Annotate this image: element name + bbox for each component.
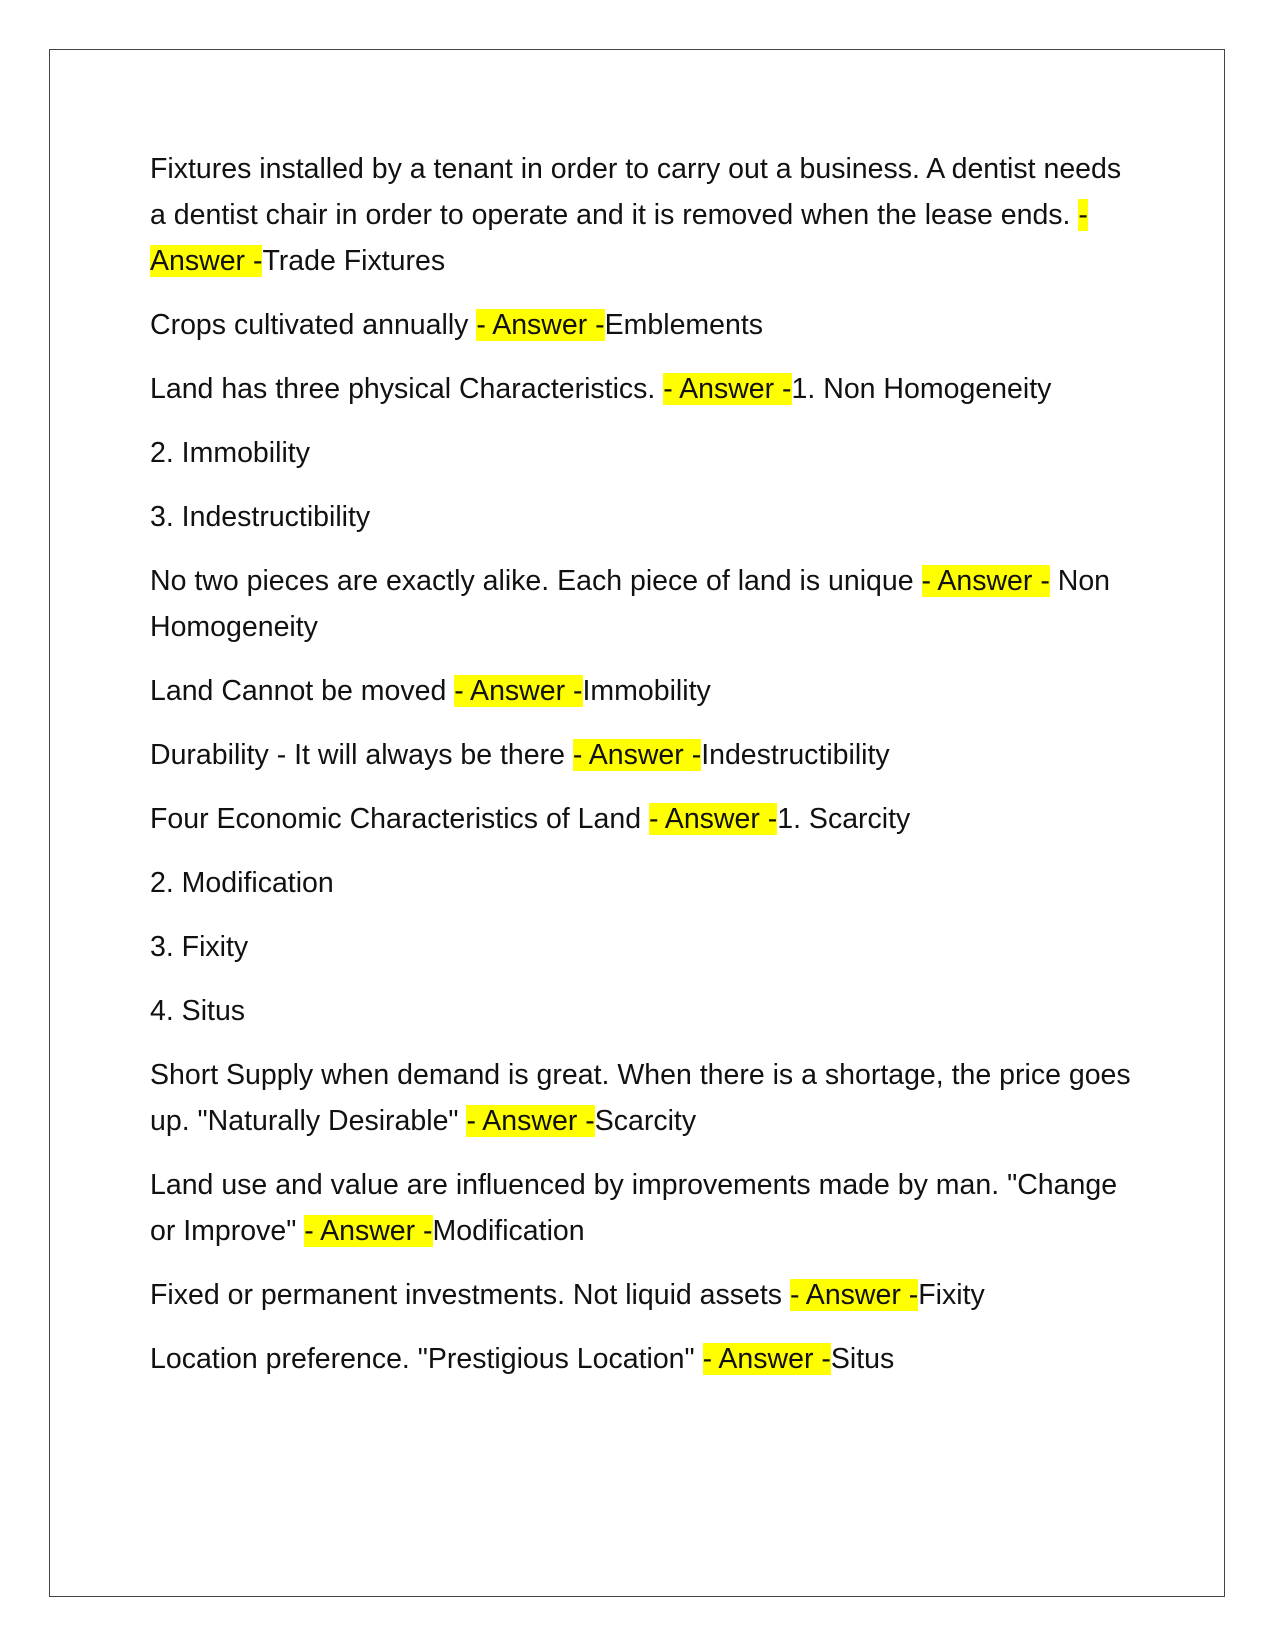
- answer-marker: - Answer -: [476, 309, 605, 341]
- qa-emblements: [150, 302, 1140, 348]
- answer-marker: - Answer -: [150, 199, 1088, 277]
- qa-scarcity: [150, 1052, 1140, 1144]
- qa-fixity: [150, 1272, 1140, 1318]
- question-text: Land use and value are influenced by improvements made by man. "Change or Improve": [150, 1169, 1118, 1247]
- answer-marker: - Answer -: [921, 565, 1050, 597]
- answer-text: Immobility: [582, 675, 711, 707]
- answer-marker: - Answer -: [572, 739, 702, 771]
- qa-non-homogeneity: [150, 558, 1140, 650]
- question-text: No two pieces are exactly alike. Each piece of land is unique: [150, 565, 922, 597]
- qa-situs: [150, 1336, 1140, 1382]
- question-text: Fixtures installed by a tenant in order to carry out a business. A dentist needs a dentist chair in order to operate and it is removed when the lease ends.: [150, 153, 1122, 231]
- answer-text: Indestructibility: [701, 739, 890, 771]
- list-line: 2. Modification: [150, 867, 334, 899]
- qa-indestructibility: [150, 732, 1140, 778]
- question-text: Land Cannot be moved: [150, 675, 455, 707]
- answer-text: 1. Non Homogeneity: [791, 373, 1052, 405]
- question-text: Durability - It will always be there: [150, 739, 573, 771]
- qa-physical-characteristics: [150, 366, 1140, 412]
- qa-trade-fixtures: [150, 146, 1140, 284]
- list-line: 4. Situs: [150, 995, 246, 1027]
- answer-text: Non Homogeneity: [150, 565, 1111, 643]
- answer-marker: - Answer -: [648, 803, 778, 835]
- answer-marker: - Answer -: [304, 1215, 433, 1247]
- list-line: 3. Fixity: [150, 931, 249, 963]
- answer-text: Modification: [432, 1215, 585, 1247]
- answer-marker: - Answer -: [466, 1105, 595, 1137]
- answer-text: Emblements: [604, 309, 764, 341]
- answer-marker: - Answer -: [702, 1343, 831, 1375]
- question-text: Land has three physical Characteristics.: [150, 373, 664, 405]
- qa-immobility: [150, 668, 1140, 714]
- answer-text: Fixity: [918, 1279, 985, 1311]
- question-text: Short Supply when demand is great. When there is a shortage, the price goes up. "Naturally Desirable": [150, 1059, 1131, 1137]
- qa-modification: [150, 1162, 1140, 1254]
- question-text: Fixed or permanent investments. Not liquid assets: [150, 1279, 790, 1311]
- answer-text: Situs: [830, 1343, 895, 1375]
- document-body: [150, 146, 1140, 1400]
- list-line: 2. Immobility: [150, 437, 310, 469]
- question-text: Location preference. "Prestigious Location": [150, 1343, 703, 1375]
- answer-marker: - Answer -: [789, 1279, 919, 1311]
- answer-marker: - Answer -: [663, 373, 792, 405]
- answer-text: Scarcity: [594, 1105, 697, 1137]
- answer-text: 1. Scarcity: [777, 803, 911, 835]
- qa-economic-characteristics: [150, 796, 1140, 842]
- answer-text: Trade Fixtures: [262, 245, 446, 277]
- list-line: 3. Indestructibility: [150, 501, 371, 533]
- question-text: Four Economic Characteristics of Land: [150, 803, 649, 835]
- question-text: Crops cultivated annually: [150, 309, 477, 341]
- answer-marker: - Answer -: [454, 675, 583, 707]
